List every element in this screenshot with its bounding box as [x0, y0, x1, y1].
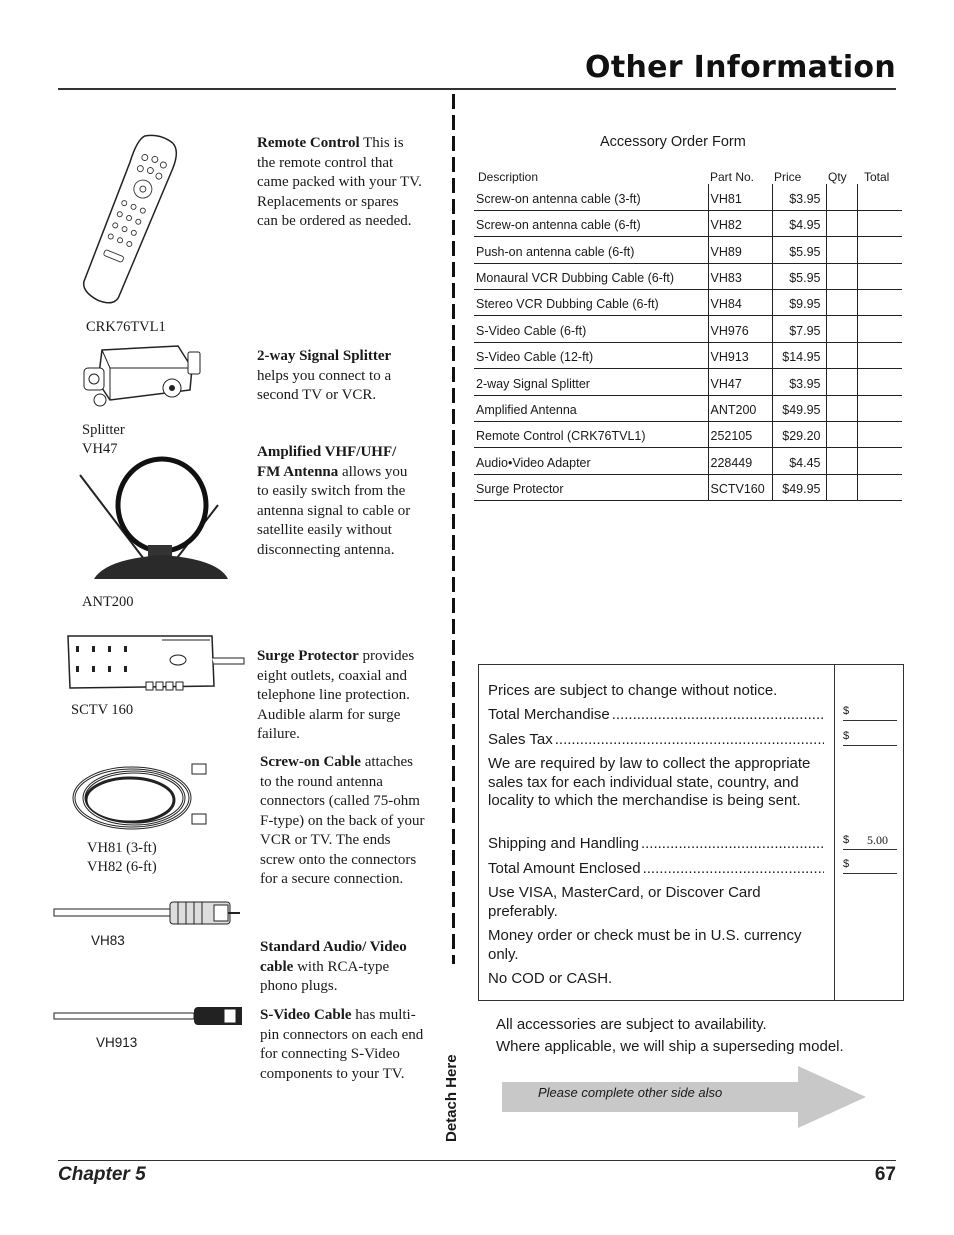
s-video-description: S-Video Cable has multi-pin connectors on each end for connecting S-Video components to your TV. — [260, 1007, 424, 1082]
detach-dashed-line — [452, 94, 455, 964]
table-row: S-Video Cable (12-ft) VH913 $14.95 — [474, 342, 902, 368]
qty-cell[interactable] — [826, 290, 857, 316]
remote-caption: CRK76TVL1 — [86, 319, 166, 335]
card-note: Use VISA, MasterCard, or Discover Card preferably. — [488, 884, 761, 920]
col-total: Total — [864, 170, 890, 184]
surge-protector-caption: SCTV 160 — [71, 702, 134, 718]
table-row: Stereo VCR Dubbing Cable (6-ft) VH84 $9.95 — [474, 290, 902, 316]
total-cell[interactable] — [857, 422, 902, 448]
antenna-caption: ANT200 — [82, 594, 134, 610]
footer-chapter: Chapter 5 — [58, 1164, 146, 1185]
qty-cell[interactable] — [826, 342, 857, 368]
page-number: 67 — [874, 1164, 896, 1185]
total-cell[interactable] — [857, 474, 902, 500]
table-row: Surge Protector SCTV160 $49.95 — [474, 474, 902, 500]
table-row: Push-on antenna cable (6-ft) VH89 $5.95 — [474, 237, 902, 263]
col-part-no: Part No. — [710, 170, 755, 184]
rca-cable-caption: VH83 — [91, 933, 125, 948]
s-video-caption: VH913 — [96, 1035, 138, 1050]
s-video-cable-image — [52, 1004, 242, 1030]
remote-description: Remote Control This is the remote control that came packed with your TV. Replacements or spares can be ordered as needed. — [257, 135, 422, 229]
total-cell[interactable] — [857, 184, 902, 210]
detach-label: Detach Here — [443, 1054, 460, 1142]
total-cell[interactable] — [857, 342, 902, 368]
surge-protector-image — [62, 632, 248, 694]
page-title: Other Information — [585, 50, 896, 85]
rca-cable-image — [52, 898, 242, 928]
table-row: Screw-on antenna cable (6-ft) VH82 $4.95 — [474, 210, 902, 236]
col-qty: Qty — [828, 170, 847, 184]
totals-box — [478, 664, 904, 1001]
order-table-header — [474, 170, 902, 184]
tax-note: We are required by law to collect the appropriate sales tax for each individual state, country, and locality to which the merchandise is being sent. — [488, 755, 811, 809]
complete-other-side-note: Please complete other side also — [538, 1085, 723, 1100]
money-order-note: Money order or check must be in U.S. currency only. — [488, 927, 802, 963]
remote-control-image — [62, 125, 192, 305]
totals-divider — [834, 665, 835, 1000]
qty-cell[interactable] — [826, 184, 857, 210]
splitter-image — [80, 338, 210, 418]
qty-cell[interactable] — [826, 263, 857, 289]
table-row: Audio•Video Adapter 228449 $4.45 — [474, 448, 902, 474]
antenna-description: Amplified VHF/UHF/ FM Antenna allows you to easily switch from the antenna signal to cable or satellite easily without disconnecting antenna. — [257, 444, 411, 558]
total-cell[interactable] — [857, 210, 902, 236]
total-cell[interactable] — [857, 369, 902, 395]
splitter-caption-2: VH47 — [82, 441, 118, 457]
col-price: Price — [774, 170, 802, 184]
total-merchandise-line: Total Merchandise ..... — [488, 706, 824, 725]
antenna-image — [66, 455, 236, 590]
sales-tax-line: Sales Tax ..... — [488, 731, 824, 750]
total-cell[interactable] — [857, 448, 902, 474]
qty-cell[interactable] — [826, 210, 857, 236]
table-row: Monaural VCR Dubbing Cable (6-ft) VH83 $5.95 — [474, 263, 902, 289]
table-row: 2-way Signal Splitter VH47 $3.95 — [474, 369, 902, 395]
qty-cell[interactable] — [826, 316, 857, 342]
col-description: Description — [478, 170, 539, 184]
table-row: Amplified Antenna ANT200 $49.95 — [474, 395, 902, 421]
rca-description: Standard Audio/ Video cable with RCA-type phono plugs. — [260, 939, 407, 994]
coax-description: Screw-on Cable attaches to the round antenna connectors (called 75-ohm F-type) on the back of your VCR or TV. The ends screw onto the connectors for a secure connection. — [260, 754, 425, 887]
coax-caption-2: VH82 (6-ft) — [87, 859, 157, 875]
coax-cable-image — [66, 758, 216, 838]
qty-cell[interactable] — [826, 448, 857, 474]
qty-cell[interactable] — [826, 422, 857, 448]
table-row: Screw-on antenna cable (3-ft) VH81 $3.95 — [474, 184, 902, 210]
availability-note: All accessories are subject to availability. Where applicable, we will ship a superseding model. — [496, 1016, 844, 1055]
qty-cell[interactable] — [826, 369, 857, 395]
splitter-description: 2-way Signal Splitter helps you connect to a second TV or VCR. — [257, 348, 392, 403]
total-cell[interactable] — [857, 263, 902, 289]
order-form-table — [474, 170, 902, 501]
merchandise-amount-field[interactable]: $ — [843, 704, 897, 721]
header-rule — [58, 88, 896, 90]
total-enclosed-amount-field[interactable]: $ — [843, 857, 897, 874]
order-form-title: Accessory Order Form — [600, 134, 746, 150]
surge-protector-description: Surge Protector provides eight outlets, coaxial and telephone line protection. Audible alarm for surge failure. — [257, 648, 415, 742]
shipping-line: Shipping and Handling ..... — [488, 835, 824, 854]
coax-caption-1: VH81 (3-ft) — [87, 840, 157, 856]
footer-rule — [58, 1160, 896, 1161]
qty-cell[interactable] — [826, 237, 857, 263]
no-cod-note: No COD or CASH. — [488, 970, 613, 987]
sales-tax-amount-field[interactable]: $ — [843, 729, 897, 746]
total-cell[interactable] — [857, 316, 902, 342]
price-notice: Prices are subject to change without notice. — [488, 682, 778, 699]
qty-cell[interactable] — [826, 474, 857, 500]
shipping-amount-field: $ 5.00 — [843, 833, 897, 850]
table-row: Remote Control (CRK76TVL1) 252105 $29.20 — [474, 422, 902, 448]
total-enclosed-line: Total Amount Enclosed ..... — [488, 860, 824, 879]
total-cell[interactable] — [857, 237, 902, 263]
splitter-caption-1: Splitter — [82, 422, 125, 438]
total-cell[interactable] — [857, 395, 902, 421]
total-cell[interactable] — [857, 290, 902, 316]
table-row: S-Video Cable (6-ft) VH976 $7.95 — [474, 316, 902, 342]
qty-cell[interactable] — [826, 395, 857, 421]
